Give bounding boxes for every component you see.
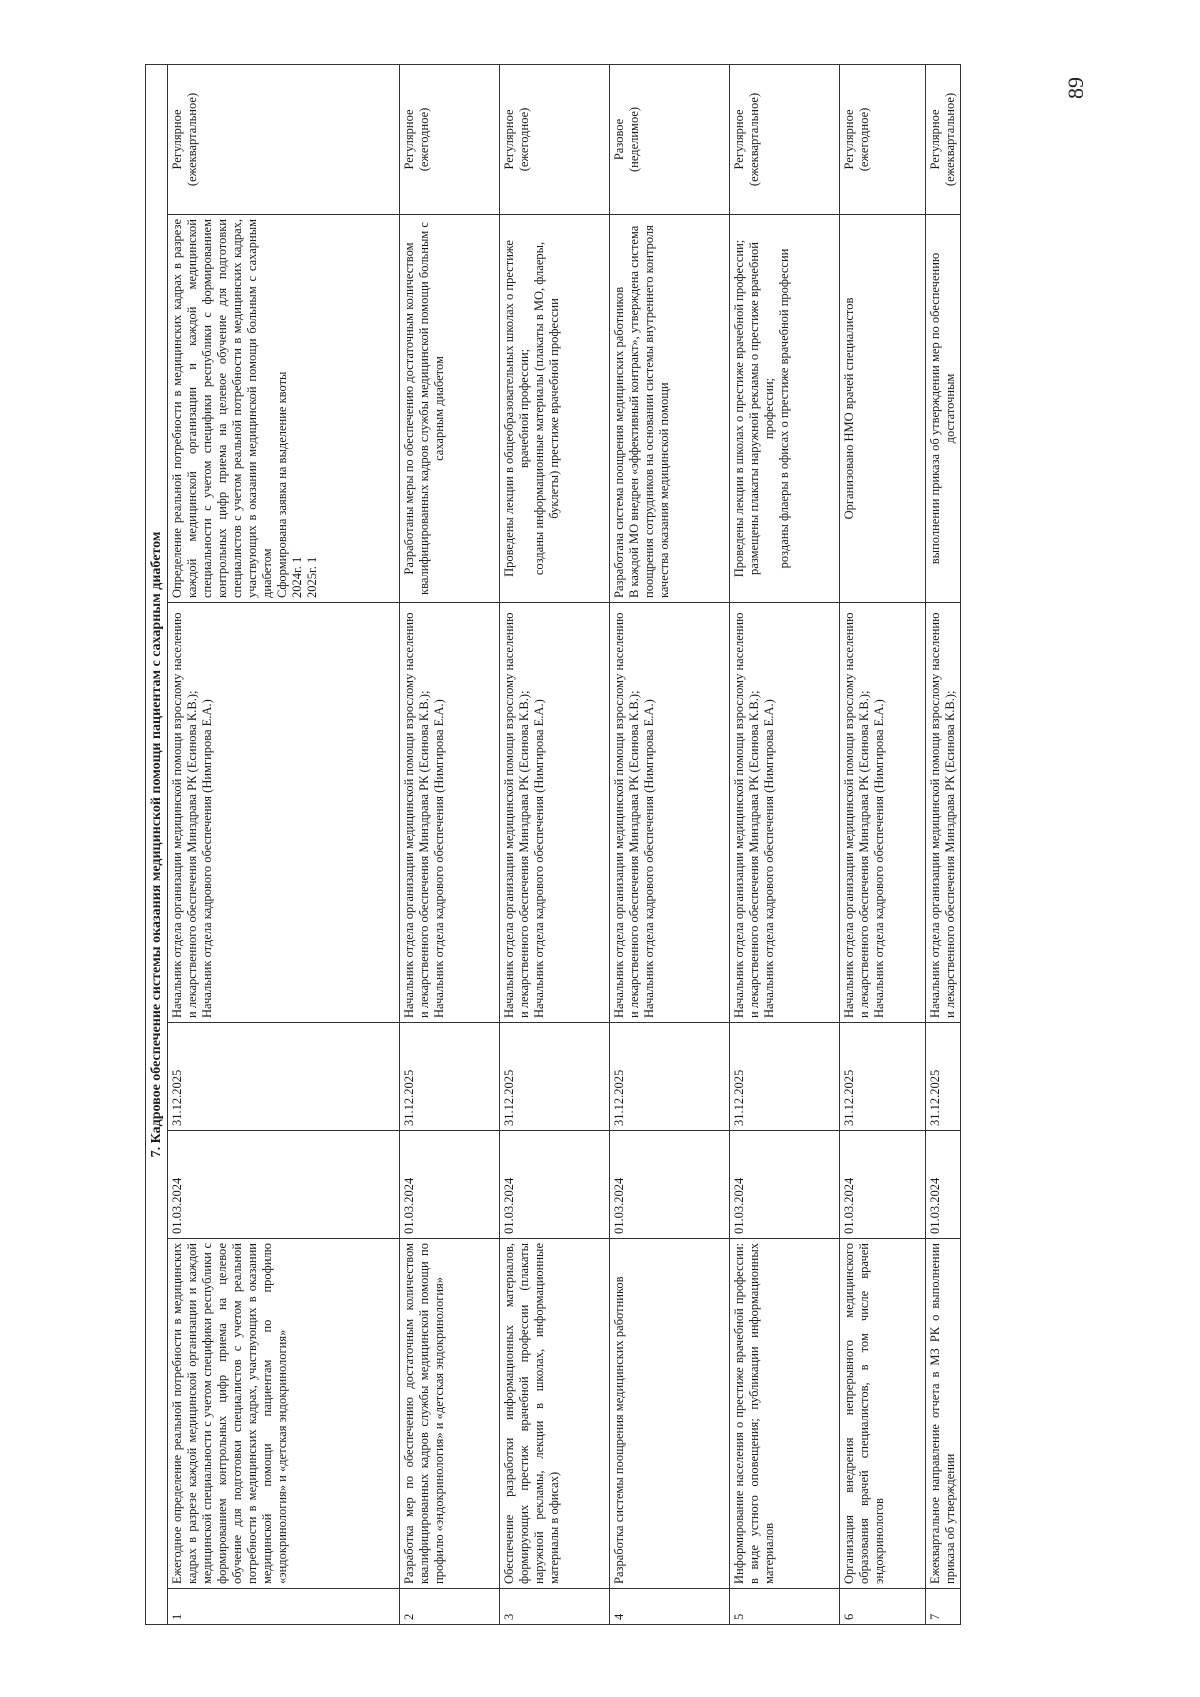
result-line: Определение реальной потребности в медицинских кадрах в разрезе каждой медицинской организации и каждой медицинской специальности с учетом специфики республики с формированием контрольных цифр приема на целевое обучение для подготовки специалистов с учетом реальной потребности в медицинских кадрах, участвующих в оказании медицинской помощи больным с сахарным диабетом (170, 219, 274, 598)
periodicity-line: Регулярное (842, 109, 856, 170)
result-line: Проведены лекции в школах о престиже врачебной профессии; (732, 239, 746, 578)
periodicity-cell (926, 64, 961, 214)
result-line: Сформирована заявка на выделение квоты (275, 371, 289, 598)
plan-table (145, 64, 961, 1625)
result-line: выполнении приказа об утверждении мер по обеспечению достаточным (928, 252, 957, 565)
table-row (730, 64, 840, 1624)
result-line: В каждой МО внедрен «эффективный контракт», утверждена система поощрения сотрудников на основании системы внутреннего контроля качества оказания медицинской помощи (627, 225, 671, 598)
periodicity-line: Разовое (612, 118, 626, 161)
start-date: 01.03.2024 (840, 1131, 926, 1239)
event-cell: Организация внедрения непрерывного медицинского образования врачей специалистов, в том числе врачей эндокринологов (840, 1239, 926, 1589)
event-cell: Обеспечение разработки информационных материалов, формирующих престиж врачебной профессии (плакаты наружной рекламы, лекции в школах, информационные материалы в офисах) (500, 1239, 610, 1589)
row-number: 3 (500, 1589, 610, 1625)
result-line: Разработаны меры по обеспечению достаточным количеством квалифицированных кадров службы медицинской помощи больным с сахарным диабетом (402, 222, 446, 595)
event-cell: Разработка мер по обеспечению достаточным количеством квалифицированных кадров службы медицинской помощи по профилю «эндокринология» и «детская эндокринология» (400, 1239, 500, 1589)
responsible-line: Начальник отдела кадрового обеспечения (Нимгирова Е.А.) (642, 699, 656, 1018)
result-cell (730, 215, 840, 603)
responsible-cell (840, 603, 926, 1023)
result-line: Разработана система поощрения медицинских работников (612, 286, 626, 598)
table-row (500, 64, 610, 1624)
row-number: 4 (610, 1589, 730, 1625)
event-cell: Разработка системы поощрения медицинских работников (610, 1239, 730, 1589)
start-date: 01.03.2024 (500, 1131, 610, 1239)
event-cell: Ежеквартальное направление отчета в МЗ РК о выполнении приказа об утверждении (926, 1239, 961, 1589)
periodicity-line: (ежеквартальное) (943, 92, 957, 187)
periodicity-cell (168, 64, 400, 214)
responsible-cell (610, 603, 730, 1023)
responsible-line: Начальник отдела организации медицинской помощи взрослому населению и лекарственного обеспечения Минздрава РК (Есинова К.В.); (502, 612, 531, 1018)
result-line: 2024г. 1 (290, 556, 304, 598)
result-cell (500, 215, 610, 603)
result-line: 2025г. 1 (305, 556, 319, 598)
periodicity-line: (ежегодное) (517, 107, 531, 172)
end-date: 31.12.2025 (610, 1023, 730, 1131)
start-date: 01.03.2024 (168, 1131, 400, 1239)
end-date: 31.12.2025 (926, 1023, 961, 1131)
responsible-line: Начальник отдела организации медицинской помощи взрослому населению и лекарственного обеспечения Минздрава РК (Есинова К.В.); (612, 612, 641, 1018)
row-number: 2 (400, 1589, 500, 1625)
table-row (926, 64, 961, 1624)
responsible-line: Начальник отдела кадрового обеспечения (Нимгирова Е.А.) (762, 699, 776, 1018)
event-cell: Информирование населения о престиже врачебной профессии: в виде устного оповещения; публикации информационных материалов (730, 1239, 840, 1589)
result-line: розданы флаеры в офисах о престиже врачебной профессии (777, 248, 791, 569)
end-date: 31.12.2025 (840, 1023, 926, 1131)
end-date: 31.12.2025 (168, 1023, 400, 1131)
table-row (168, 64, 400, 1624)
periodicity-line: (ежеквартальное) (747, 92, 761, 187)
responsible-line: Начальник отдела кадрового обеспечения (Нимгирова Е.А.) (872, 699, 886, 1018)
periodicity-line: Регулярное (928, 109, 942, 170)
responsible-cell (500, 603, 610, 1023)
responsible-line: Начальник отдела организации медицинской помощи взрослому населению и лекарственного обеспечения Минздрава РК (Есинова К.В.); (402, 612, 431, 1018)
start-date: 01.03.2024 (926, 1131, 961, 1239)
responsible-line: Начальник отдела кадрового обеспечения (Нимгирова Е.А.) (432, 699, 446, 1018)
responsible-line: Начальник отдела кадрового обеспечения (Нимгирова Е.А.) (532, 699, 546, 1018)
section-header-row (146, 64, 168, 1624)
responsible-line: Начальник отдела организации медицинской помощи взрослому населению и лекарственного обеспечения Минздрава РК (Есинова К.В.); (170, 612, 199, 1018)
result-line: созданы информационные материалы (плакаты в МО, флаеры, буклеты) престиже врачебной профессии (532, 241, 561, 576)
responsible-cell (168, 603, 400, 1023)
row-number: 7 (926, 1589, 961, 1625)
start-date: 01.03.2024 (400, 1131, 500, 1239)
responsible-cell (926, 603, 961, 1023)
section-title: 7. Кадровое обеспечение системы оказания медицинской помощи пациентам с сахарным диабетом (146, 64, 168, 1624)
periodicity-cell (400, 64, 500, 214)
periodicity-line: (ежеквартальное) (185, 92, 199, 187)
event-cell: Ежегодное определение реальной потребности в медицинских кадрах в разрезе каждой медицинской организации и каждой медицинской специальности с учетом специфики республики с формированием контрольных цифр приема на целевое обучение для подготовки специалистов с учетом реальной потребности в медицинских кадрах, участвующих в оказании медицинской помощи пациентам по профилю «эндокринология» и «детская эндокринология» (168, 1239, 400, 1589)
responsible-line: Начальник отдела организации медицинской помощи взрослому населению и лекарственного обеспечения Минздрава РК (Есинова К.В.); (928, 612, 957, 1018)
periodicity-line: Регулярное (732, 109, 746, 170)
result-cell (840, 215, 926, 603)
result-cell (926, 215, 961, 603)
responsible-cell (730, 603, 840, 1023)
periodicity-cell (610, 64, 730, 214)
periodicity-cell (500, 64, 610, 214)
end-date: 31.12.2025 (500, 1023, 610, 1131)
row-number: 6 (840, 1589, 926, 1625)
result-cell (610, 215, 730, 603)
table-row (610, 64, 730, 1624)
responsible-cell (400, 603, 500, 1023)
table-row (840, 64, 926, 1624)
row-number: 5 (730, 1589, 840, 1625)
periodicity-cell (840, 64, 926, 214)
responsible-line: Начальник отдела организации медицинской помощи взрослому населению и лекарственного обеспечения Минздрава РК (Есинова К.В.); (842, 612, 871, 1018)
periodicity-line: Регулярное (402, 109, 416, 170)
result-line: Проведены лекции в общеобразовательных школах о престиже врачебной профессии; (502, 240, 531, 577)
periodicity-cell (730, 64, 840, 214)
responsible-line: Начальник отдела кадрового обеспечения (Нимгирова Е.А.) (200, 699, 214, 1018)
result-cell (400, 215, 500, 603)
result-line: Организовано НМО врачей специалистов (842, 297, 856, 520)
page-number: 89 (1063, 77, 1088, 99)
row-number: 1 (168, 1589, 400, 1625)
responsible-line: Начальник отдела организации медицинской помощи взрослому населению и лекарственного обеспечения Минздрава РК (Есинова К.В.); (732, 612, 761, 1018)
rotated-page (145, 65, 1065, 1625)
result-cell (168, 215, 400, 603)
start-date: 01.03.2024 (730, 1131, 840, 1239)
periodicity-line: (неделимое) (627, 106, 641, 173)
periodicity-line: (ежегодное) (857, 107, 871, 172)
start-date: 01.03.2024 (610, 1131, 730, 1239)
periodicity-line: Регулярное (502, 109, 516, 170)
periodicity-line: (ежегодное) (417, 107, 431, 172)
end-date: 31.12.2025 (730, 1023, 840, 1131)
end-date: 31.12.2025 (400, 1023, 500, 1131)
periodicity-line: Регулярное (170, 109, 184, 170)
table-row (400, 64, 500, 1624)
result-line: размещены плакаты наружной рекламы о престиже врачебной профессии; (747, 242, 776, 575)
